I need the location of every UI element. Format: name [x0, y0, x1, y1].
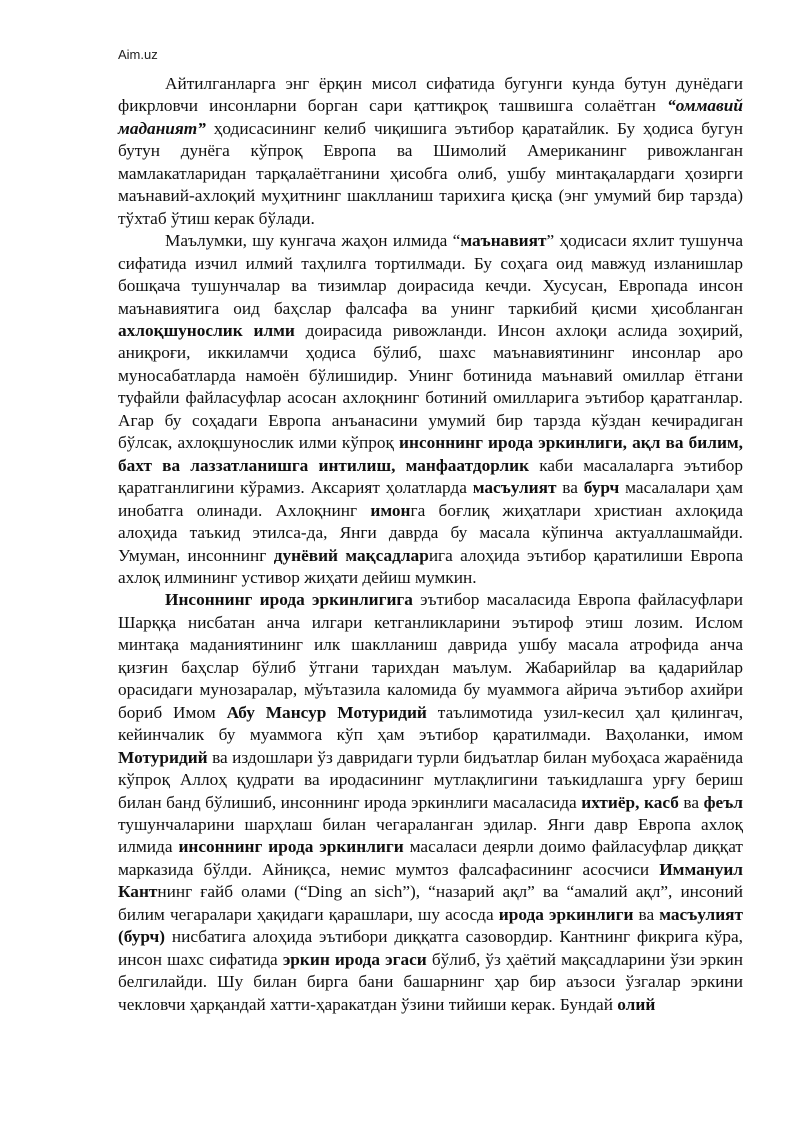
- text-run: ва: [556, 478, 584, 498]
- text-run: ” ҳодисаси яхлит тушунча сифатида изчил илмий таҳлилга тортилмади. Бу соҳага оид мавжуд изланишлар бошқача тушунчалар ва тизимлар доирасида кечди. Хусусан, Европада инсон маънавиятига оид баҳслар фалсафа ва унинг таркибий қисми ҳисобланган: [118, 231, 743, 318]
- text-run: Айтилганларга энг ёрқин мисол сифатида бугунги кунда бутун дунёдаги фикрловчи инсонларни борган сари қаттиқроқ ташвишга солаётган: [118, 74, 743, 116]
- text-run: ва издошлари ўз давридаги турли бидъатлар билан мубоҳаса жараёнида кўпроқ Аллоҳ қудрати ва иродасининг мутлақлигини таъкидлашга урғу бериш билан банд бўлишиб, инсоннинг ирода эркинлиги масаласида: [118, 747, 743, 812]
- bold-text: инсоннинг ирода эркинлиги, ақл ва билим, бахт ва лаззатланишга интилиш, манфаатдорлик: [118, 433, 743, 475]
- bold-text: инсоннинг ирода эркинлиги: [178, 837, 404, 857]
- bold-text: эркин ирода эгаси: [282, 949, 427, 969]
- paragraph: [118, 230, 743, 589]
- text-run: ва: [678, 792, 704, 812]
- bold-text: маънавият: [460, 231, 547, 251]
- bold-text: Абу Мансур Мотуридий: [226, 702, 427, 722]
- paragraph: [118, 73, 743, 230]
- bold-text: “оммавий маданият”: [118, 96, 743, 138]
- bold-text: дунёвий мақсадлар: [273, 545, 429, 565]
- bold-text: ирода эркинлиги: [498, 904, 634, 924]
- text-run: доирасида ривожланди. Инсон ахлоқи аслида зоҳирий, аниқроғи, иккиламчи ҳодиса бўлиб, шахс маънавиятининг инсонлар аро муносабатларда намоён бўлишидир. Унинг ботинида маънавий омиллар ётгани туфайли файласуфлар асосан ахлоқнинг ботиний омилларига эътибор қаратганлар. Агар бу соҳадаги Европа анъанасини умумий бир тарзда кўздан кечирадиган бўлсак, ахлоқшунослик илми кўпроқ: [118, 320, 743, 453]
- bold-text: бурч: [583, 478, 620, 498]
- text-run: нинг ғайб олами (“Ding an sich”), “назарий ақл” ва “амалий ақл”, инсоний билим чегаралари ҳақидаги қарашлари, шу асосда: [118, 882, 743, 924]
- bold-text: Мотуридий: [118, 747, 208, 767]
- text-run: Маълумки, шу кунгача жаҳон илмида “: [165, 231, 461, 251]
- text-run: таълимотида узил-кесил ҳал қилингач, кейинчалик бу муаммога кўп ҳам эътибор қаратилмади. Ваҳоланки, имом: [118, 702, 744, 745]
- text-run: ва: [633, 904, 660, 924]
- text-run: ҳодисасининг келиб чиқишига эътибор қаратайлик. Бу ҳодиса бугун бутун дунёга кўпроқ Европа ва Шимолий Американинг ривожланган мамлакатларидан тарқалаётганини ҳисобга олиб, ушбу минтақалардаги ҳозирги маънавий-ахлоқий муҳитнинг шаклланиш тарихига қисқа (энг умумий бир тарзда) тўхтаб ўтиш керак бўлади.: [118, 118, 743, 228]
- bold-text: масъулият: [472, 478, 557, 498]
- text-run: ига алоҳида эътибор қаратилиши Европа ахлоқ илмининг устивор жиҳати дейиш мумкин.: [118, 545, 743, 587]
- text-run: каби масалаларга эътибор қаратганлигини кўрамиз. Аксарият ҳолатларда: [118, 455, 743, 498]
- text-run: га боғлиқ жиҳатлари христиан ахлоқида алоҳида таъкид этилса-да, Янги даврда бу масала кўпинча актуаллашмайди. Умуман, инсоннинг: [118, 500, 743, 565]
- site-label: Aim.uz: [118, 47, 158, 62]
- bold-text: олий: [617, 994, 656, 1014]
- document-body: [118, 73, 743, 1016]
- bold-text: ихтиёр, касб: [581, 792, 679, 812]
- bold-text: имон: [370, 500, 411, 520]
- text-run: бўлиб, ўз ҳаётий мақсадларини ўзи эркин белгилайди. Шу билан бирга бани башарнинг ҳар бир аъзоси ўзгалар эркини чекловчи ҳарқандай хатти-ҳаракатдан ўзини тийиши керак. Бундай: [118, 949, 743, 1014]
- paragraph: [118, 589, 743, 1016]
- text-run: масаласи деярли доимо файласуфлар диққат марказида бўлди. Айниқса, немис мумтоз фалсафасининг асосчиси: [118, 837, 743, 879]
- bold-text: ахлоқшунослик илми: [118, 320, 295, 340]
- text-run: нисбатига алоҳида эътибори диққатга сазовордир. Кантнинг фикрига кўра, инсон шахс сифатида: [118, 927, 743, 969]
- text-run: эътибор масаласида Европа файласуфлари Шарққа нисбатан анча илгари кетганликларини эътироф этиш лозим. Ислом минтақа маданиятининг илк шаклланиш даврида ушбу масала атрофида анча қизғин баҳслар бўлиб ўтгани тарихдан маълум. Жабарийлар ва қадарийлар орасидаги мунозаралар, мўътазила каломида бу муаммога айрича эътибор ахийри бориб Имом: [118, 590, 743, 722]
- bold-text: феъл: [703, 792, 743, 812]
- text-run: тушунчаларини шарҳлаш билан чегараланган эдилар. Янги давр Европа ахлоқ илмида: [118, 814, 743, 857]
- bold-text: Инсоннинг ирода эркинлигига: [165, 590, 413, 610]
- bold-text: масъулият (бурч): [118, 904, 743, 947]
- text-run: масалалари ҳам инобатга олинади. Ахлоқнинг: [118, 478, 744, 520]
- bold-text: Иммануил Кант: [118, 859, 743, 902]
